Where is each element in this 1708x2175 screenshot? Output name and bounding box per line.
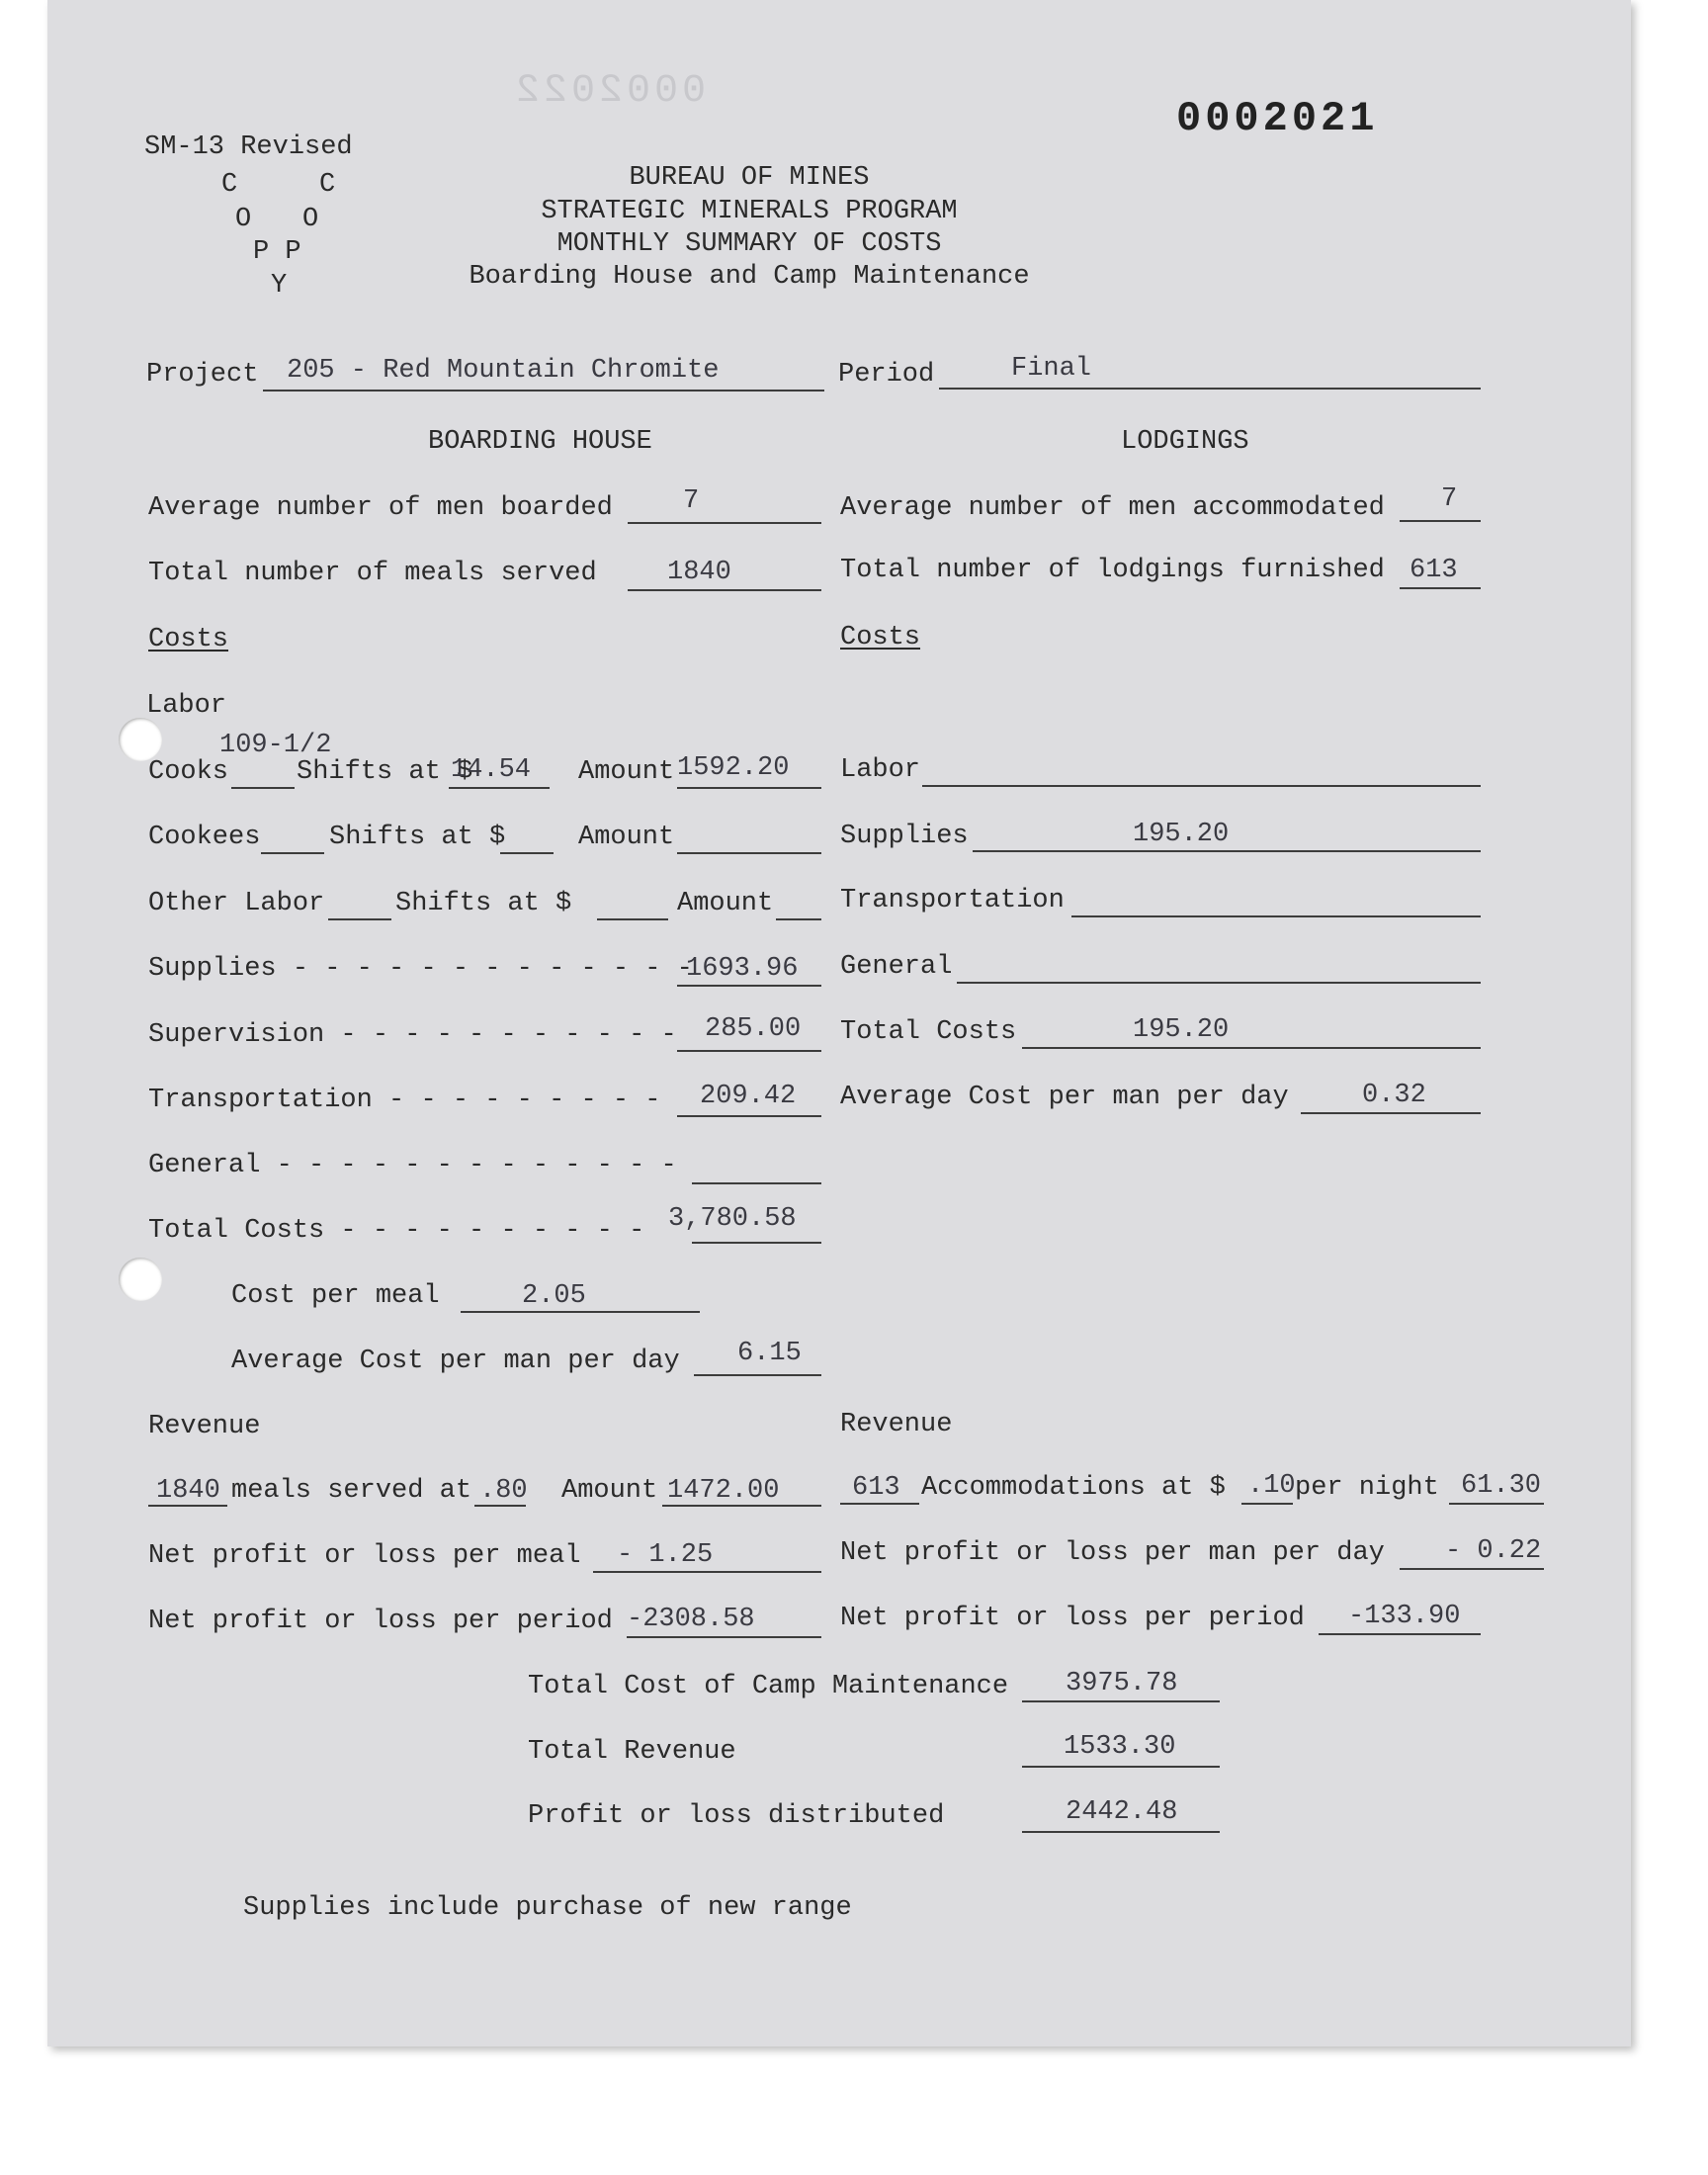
boarding-total-value: 3,780.58 [668, 1204, 797, 1234]
revenue-amount-value: 1472.00 [667, 1476, 780, 1506]
revenue-meals-label: meals served at [231, 1476, 472, 1506]
copy-stamp-o1: O [235, 205, 252, 234]
revenue-amount-label: Amount [561, 1476, 658, 1506]
other-labor-amount-line [776, 918, 821, 920]
boarding-heading: BOARDING HOUSE [428, 427, 652, 457]
net-per-meal-line [593, 1571, 821, 1573]
accommodations-rate-line [1241, 1503, 1293, 1505]
supervision-line [677, 1050, 821, 1052]
boarding-total-line [692, 1242, 821, 1244]
lodgings-furnished-line [1400, 587, 1481, 589]
copy-stamp-o2: O [302, 205, 319, 234]
lodgings-net-period-value: -133.90 [1348, 1602, 1461, 1631]
lodgings-transport-line [1071, 915, 1481, 917]
boarding-transport-value: 209.42 [700, 1082, 797, 1111]
lodgings-supplies-line [973, 850, 1481, 852]
lodgings-avg-cost-label: Average Cost per man per day [840, 1083, 1289, 1112]
lodgings-general-label: General [840, 952, 953, 982]
boarding-general-label: General - - - - - - - - - - - - - [148, 1151, 677, 1180]
cookees-shifts-label: Shifts at $ [329, 823, 506, 852]
lodgings-net-period-line [1319, 1633, 1481, 1635]
boarding-avg-cost-label: Average Cost per man per day [231, 1347, 680, 1376]
supervision-value: 285.00 [705, 1014, 802, 1044]
lodgings-transport-label: Transportation [840, 886, 1065, 915]
boarding-revenue-label: Revenue [148, 1412, 261, 1441]
other-labor-shifts-label: Shifts at $ [395, 889, 572, 918]
supervision-label: Supervision - - - - - - - - - - - [148, 1020, 677, 1050]
lodgings-furnished-value: 613 [1409, 556, 1458, 585]
lodgings-avg-cost-line [1301, 1112, 1481, 1114]
lodgings-heading: LODGINGS [1121, 427, 1249, 457]
copy-stamp-pp: P P [253, 237, 301, 267]
total-camp-cost-label: Total Cost of Camp Maintenance [528, 1672, 1009, 1701]
boarding-supplies-label: Supplies - - - - - - - - - - - - - [148, 954, 693, 984]
project-label: Project [146, 360, 259, 390]
lodgings-general-line [957, 982, 1481, 984]
period-label: Period [838, 360, 935, 390]
cooks-shifts-note: 109-1/2 [219, 731, 332, 760]
punch-hole-lower [119, 1258, 162, 1301]
header-program: STRATEGIC MINERALS PROGRAM [541, 197, 958, 226]
cost-per-meal-label: Cost per meal [231, 1281, 440, 1311]
per-night-label: per night [1295, 1473, 1439, 1503]
boarding-labor-label: Labor [146, 691, 227, 721]
cooks-label: Cooks [148, 757, 229, 787]
boarding-costs-label: Costs [148, 625, 229, 654]
lodgings-labor-line [922, 785, 1481, 787]
total-camp-cost-line [1022, 1700, 1220, 1702]
cost-per-meal-value: 2.05 [522, 1281, 586, 1311]
boarding-avg-cost-line [694, 1374, 821, 1376]
form-id: SM-13 Revised [144, 132, 353, 162]
net-per-man-day-label: Net profit or loss per man per day [840, 1538, 1385, 1568]
total-revenue-label: Total Revenue [528, 1737, 736, 1767]
boarding-supplies-value: 1693.96 [686, 954, 799, 984]
profit-distributed-label: Profit or loss distributed [528, 1801, 945, 1831]
other-labor-amount-label: Amount [677, 889, 774, 918]
cookees-shifts-line [261, 852, 324, 854]
net-per-meal-label: Net profit or loss per meal [148, 1541, 581, 1571]
period-line [939, 388, 1481, 390]
header-bureau: BUREAU OF MINES [629, 163, 870, 193]
cooks-amount-label: Amount [578, 757, 675, 787]
lodgings-costs-label: Costs [840, 623, 921, 652]
revenue-amount-line [662, 1505, 821, 1507]
boarding-meals-value: 1840 [667, 558, 731, 587]
lodgings-total-label: Total Costs [840, 1017, 1017, 1047]
copy-stamp-y: Y [271, 271, 288, 301]
boarding-supplies-line [677, 985, 821, 987]
lodgings-supplies-label: Supplies [840, 822, 969, 851]
supplies-note: Supplies include purchase of new range [243, 1893, 852, 1923]
accommodations-amount-line [1449, 1503, 1544, 1505]
accommodations-amount: 61.30 [1461, 1471, 1542, 1501]
copy-stamp-c2: C [319, 170, 336, 200]
cookees-amount-line [677, 852, 821, 854]
boarding-total-label: Total Costs - - - - - - - - - - [148, 1216, 645, 1246]
accommodations-rate: .10 [1247, 1471, 1296, 1501]
net-per-man-day-value: - 0.22 [1445, 1536, 1542, 1566]
boarding-avg-men-line [628, 522, 821, 524]
cooks-shifts-line [231, 787, 295, 789]
lodgings-revenue-label: Revenue [840, 1410, 953, 1439]
boarding-avg-men-label: Average number of men boarded [148, 493, 613, 523]
lodgings-total-line [1022, 1047, 1481, 1049]
revenue-meal-rate-line [474, 1505, 526, 1507]
lodgings-supplies-value: 195.20 [1133, 820, 1230, 849]
accommodations-label: Accommodations at $ [921, 1473, 1226, 1503]
cooks-shifts-label: Shifts at $ [297, 757, 473, 787]
project-line [263, 390, 824, 392]
faint-document-number: 0002022 [512, 69, 707, 114]
lodgings-labor-label: Labor [840, 755, 921, 785]
cost-per-meal-line [461, 1311, 700, 1313]
revenue-meals-count-line [148, 1505, 227, 1507]
boarding-net-period-line [627, 1636, 821, 1638]
boarding-avg-men-value: 7 [683, 486, 700, 516]
lodgings-avg-men-value: 7 [1441, 484, 1458, 514]
net-per-man-day-line [1400, 1568, 1544, 1570]
lodgings-avg-men-line [1400, 520, 1481, 522]
document-page [47, 0, 1631, 2046]
boarding-transport-line [677, 1115, 821, 1117]
total-revenue-value: 1533.30 [1064, 1732, 1176, 1762]
copy-stamp-c1: C [221, 170, 238, 200]
revenue-meals-count: 1840 [156, 1476, 220, 1506]
project-value: 205 - Red Mountain Chromite [287, 356, 720, 386]
header-summary: MONTHLY SUMMARY OF COSTS [556, 229, 942, 259]
boarding-meals-label: Total number of meals served [148, 559, 597, 588]
lodgings-avg-men-label: Average number of men accommodated [840, 493, 1385, 523]
other-labor-shifts-line [328, 918, 391, 920]
boarding-general-line [692, 1182, 821, 1184]
cooks-amount-line [677, 787, 821, 789]
cooks-amount: 1592.20 [677, 753, 790, 783]
other-labor-label: Other Labor [148, 889, 325, 918]
lodgings-avg-cost-value: 0.32 [1362, 1081, 1426, 1110]
cookees-amount-label: Amount [578, 823, 675, 852]
document-number: 0002021 [1176, 95, 1379, 142]
punch-hole-upper [119, 718, 162, 761]
revenue-meal-rate: .80 [479, 1476, 528, 1506]
other-labor-rate-line [597, 918, 668, 920]
period-value: Final [1011, 354, 1092, 384]
boarding-transport-label: Transportation - - - - - - - - - [148, 1086, 661, 1115]
boarding-meals-line [628, 589, 821, 591]
boarding-avg-cost-value: 6.15 [737, 1339, 802, 1368]
cookees-rate-line [500, 852, 554, 854]
profit-distributed-line [1022, 1831, 1220, 1833]
cooks-rate-line [449, 787, 550, 789]
cooks-rate: 14.54 [451, 755, 532, 785]
accommodations-count: 613 [852, 1473, 900, 1503]
total-camp-cost-value: 3975.78 [1066, 1669, 1178, 1698]
cookees-label: Cookees [148, 823, 261, 852]
net-per-meal-value: - 1.25 [617, 1540, 714, 1570]
boarding-net-period-label: Net profit or loss per period [148, 1607, 613, 1636]
lodgings-total-value: 195.20 [1133, 1015, 1230, 1045]
boarding-net-period-value: -2308.58 [627, 1605, 755, 1634]
lodgings-furnished-label: Total number of lodgings furnished [840, 556, 1385, 585]
total-revenue-line [1022, 1766, 1220, 1768]
accommodations-count-line [840, 1503, 919, 1505]
header-subtitle: Boarding House and Camp Maintenance [469, 262, 1030, 292]
lodgings-net-period-label: Net profit or loss per period [840, 1604, 1305, 1633]
profit-distributed-value: 2442.48 [1066, 1797, 1178, 1827]
